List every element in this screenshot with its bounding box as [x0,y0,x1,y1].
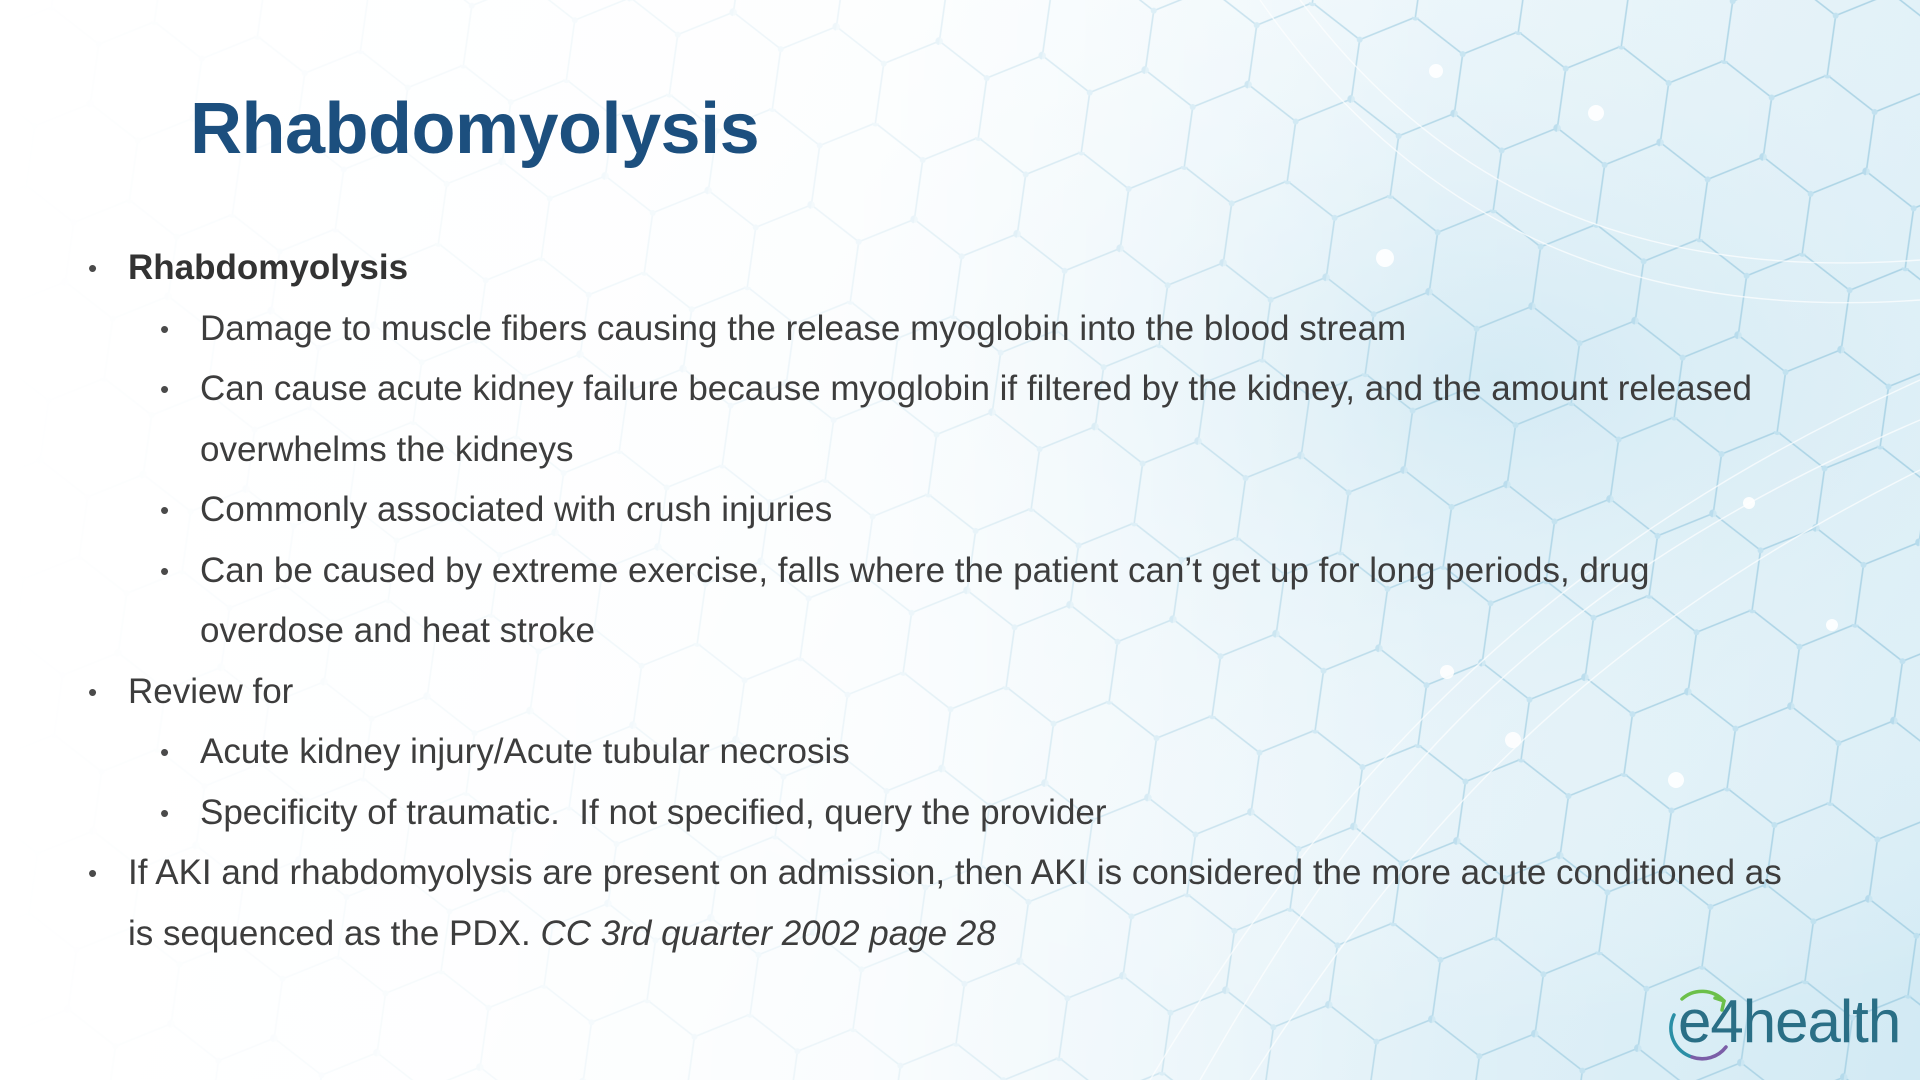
sub-bullet-causes [88,541,1788,662]
bullet-dot-icon: • [88,253,98,283]
bullet-dot-icon: • [160,555,170,586]
bullet-text: Review for [128,671,294,711]
bullet-dot-icon: • [88,858,98,888]
sub-bullet-text: Can cause acute kidney failure because myoglobin if filtered by the kidney, and the amount released overwhelms the kidneys [200,369,1752,469]
bullet-dot-icon: • [160,495,170,525]
bullet-dot-icon: • [160,313,170,344]
citation: CC 3rd quarter 2002 page 28 [540,913,996,953]
bullet-text: Rhabdomyolysis [128,248,409,287]
sub-bullet-aki-atn [88,722,1788,783]
sub-bullet-kidney-failure [88,359,1788,480]
bullet-text: If AKI and rhabdomyolysis are present on admission, then AKI is considered the more acute conditioned as is sequenced as the PDX. [128,853,1782,953]
sub-bullet-crush-injuries [88,480,1788,541]
sub-bullet-text: Can be caused by extreme exercise, falls where the patient can’t get up for long periods, drug overdose and heat stroke [200,550,1650,650]
sub-bullet-text: Damage to muscle fibers causing the release myoglobin into the blood stream [200,308,1407,348]
bullet-dot-icon: • [160,737,170,767]
bullet-dot-icon: • [160,374,170,404]
e4health-logo [1664,985,1904,1065]
slide-title: Rhabdomyolysis [190,89,760,169]
bullet-aki-sequencing [88,843,1788,964]
bullet-rhabdomyolysis [88,238,1788,299]
bullet-list [88,238,1788,964]
slide-body [88,238,1788,964]
sub-bullet-specificity [88,783,1788,844]
sub-bullet-damage [88,299,1788,360]
bullet-dot-icon: • [160,797,170,828]
sub-bullet-text: Acute kidney injury/Acute tubular necrosis [200,732,850,771]
logo-wordmark: e4health [1678,988,1901,1055]
sub-bullet-text: Commonly associated with crush injuries [200,490,833,529]
sub-bullet-text: Specificity of traumatic. If not specified, query the provider [200,792,1107,832]
bullet-dot-icon: • [88,676,98,707]
bullet-review-for [88,662,1788,723]
